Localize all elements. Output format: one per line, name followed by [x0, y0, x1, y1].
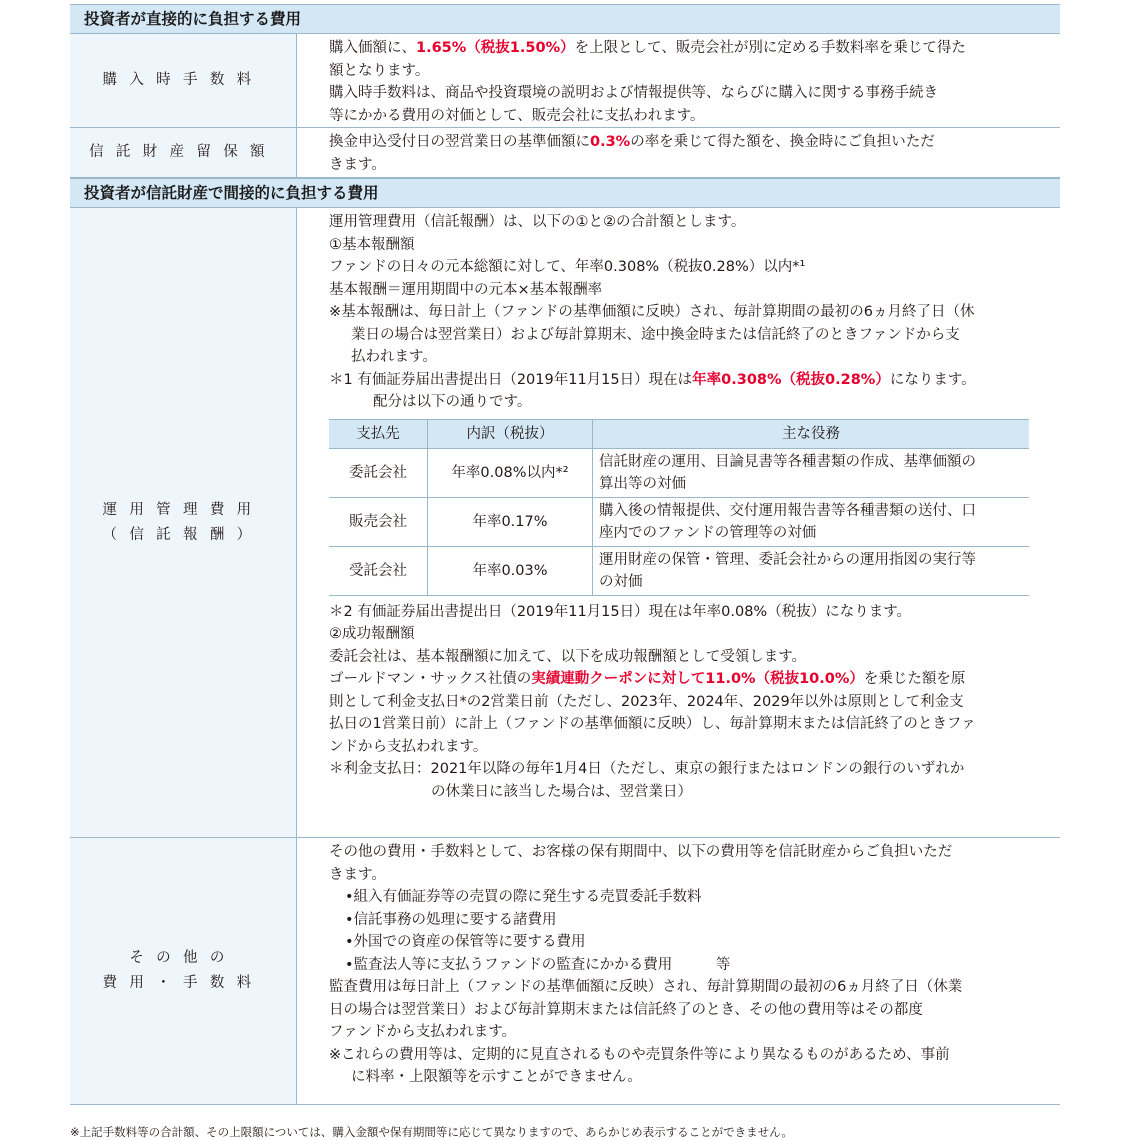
row-trust-reserve: [70, 128, 1060, 178]
table-cell: 委託会社: [329, 448, 428, 497]
note-line: 払われます。: [351, 349, 437, 365]
section-heading-indirect-fees: 投資者が信託財産で間接的に負担する費用: [70, 178, 1060, 208]
text-line: ファンドの日々の元本総額に対して、年率0.308%（税抜0.28%）以内*¹: [329, 259, 806, 275]
list-item: •組入有価証券等の売買の際に発生する売買委託手数料: [345, 889, 702, 905]
text-line: 等にかかる費用の対価として、販売会社に支払われます。: [329, 107, 705, 124]
note-line: ＊利金支払日：2021年以降の毎年1月4日（ただし、東京の銀行またはロンドンの銀行のいずれか: [329, 761, 965, 777]
row-label-trust-reserve: [70, 128, 297, 177]
table-header: 内訳（税抜）: [428, 419, 593, 448]
label-text: 信託財産留保額: [89, 144, 277, 160]
text-line: 則として利金支払日*の2営業日前（ただし、2023年、2024年、2029年以外は原則として利金支: [329, 693, 964, 710]
note-line: ※これらの費用等は、定期的に見直されるものや売買条件等により異なるものがあるため、事前: [329, 1046, 950, 1063]
text-line: 換金申込受付日の翌営業日の基準価額に0.3%の率を乗じて得た額を、換金時にご負担いただ: [329, 134, 935, 150]
label-text: （信託報酬）: [102, 526, 264, 543]
row-management-fee: [70, 208, 1060, 838]
row-label-other-fees: [70, 838, 297, 1104]
highlight-rate: 年率0.308%（税抜0.28%）: [692, 371, 890, 388]
footnote: ※上記手数料等の合計額、その上限額については、購入金額や保有期間等に応じて異なりますので、あらかじめ表示することができません。: [70, 1125, 793, 1139]
subheading: ①基本報酬額: [329, 236, 415, 253]
note-line: の休業日に該当した場合は、翌営業日）: [431, 783, 692, 800]
text-line: 日の場合は翌営業日）および毎計算期末または信託終了のとき、その他の費用等はその都度: [329, 1001, 923, 1018]
table-header-row: [329, 419, 1029, 448]
table-cell: 購入後の情報提供、交付運用報告書等各種書類の送付、口 座内でのファンドの管理等の対価: [593, 497, 1030, 546]
row-label-purchase-fee: [70, 34, 297, 127]
row-other-fees: [70, 838, 1060, 1105]
row-label-management-fee: [70, 208, 297, 837]
table-cell: 受託会社: [329, 546, 428, 595]
list-item: •信託事務の処理に要する諸費用: [345, 911, 557, 928]
table-cell: 運用財産の保管・管理、委託会社からの運用指図の実行等 の対価: [593, 546, 1030, 595]
note-line: ＊2 有価証券届出書提出日（2019年11月15日）現在は年率0.08%（税抜）になります。: [329, 603, 912, 620]
highlight-rate: 0.3%: [590, 134, 631, 150]
table-cell: 年率0.08%以内*²: [428, 448, 593, 497]
table-header: 支払先: [329, 419, 428, 448]
row-body-management-fee: [297, 208, 1060, 837]
row-body-purchase-fee: [297, 34, 1060, 127]
note-line: に料率・上限額等を示すことができません。: [351, 1069, 642, 1085]
text-line: 額となります。: [329, 62, 430, 79]
table-row: [329, 546, 1029, 595]
table-cell: 信託財産の運用、目論見書等各種書類の作成、基準価額の 算出等の対価: [593, 448, 1030, 497]
text-line: 運用管理費用（信託報酬）は、以下の①と②の合計額とします。: [329, 214, 746, 230]
text-line: 購入時手数料は、商品や投資環境の説明および情報提供等、ならびに購入に関する事務手続き: [329, 85, 938, 101]
label-text: 購入時手数料: [102, 72, 264, 88]
highlight-rate: 1.65%（税抜1.50%）: [416, 40, 575, 56]
table-cell: 販売会社: [329, 497, 428, 546]
table-cell: 年率0.03%: [428, 546, 593, 595]
label-text: 運用管理費用: [102, 501, 264, 518]
list-item: •外国での資産の保管等に要する費用: [345, 934, 586, 950]
text-line: 委託会社は、基本報酬額に加えて、以下を成功報酬額として受領します。: [329, 648, 807, 665]
section-heading-direct-fees: 投資者が直接的に負担する費用: [70, 4, 1060, 34]
text-line: 監査費用は毎日計上（ファンドの基準価額に反映）され、毎計算期間の最初の6ヵ月終了日（休業: [329, 979, 963, 995]
text-line: きます。: [329, 866, 386, 883]
note-line: 業日の場合は翌営業日）および毎計算期末、途中換金時または信託終了のときファンドから支: [351, 326, 960, 343]
text-line: 基本報酬＝運用期間中の元本×基本報酬率: [329, 281, 603, 298]
label-text: その他の: [129, 950, 237, 966]
allocation-table: [329, 419, 1029, 596]
text-line: 払日の1営業日前）に計上（ファンドの基準価額に反映）し、毎計算期末または信託終了のときファ: [329, 716, 976, 732]
row-body-other-fees: [297, 838, 1060, 1104]
text-line: その他の費用・手数料として、お客様の保有期間中、以下の費用等を信託財産からご負担いただ: [329, 844, 953, 860]
table-row: [329, 497, 1029, 546]
text-line: 購入価額に、1.65%（税抜1.50%）を上限として、販売会社が別に定める手数料率を乗じて得た: [329, 40, 966, 56]
note-line: ＊1 有価証券届出書提出日（2019年11月15日）現在は年率0.308%（税抜0.28%）になります。: [329, 371, 976, 388]
text-line: ファンドから支払われます。: [329, 1024, 517, 1040]
note-line: 配分は以下の通りです。: [373, 394, 532, 410]
label-text: 費用・手数料: [102, 975, 264, 991]
table-cell: 年率0.17%: [428, 497, 593, 546]
row-body-trust-reserve: [297, 128, 1060, 177]
list-item: •監査法人等に支払うファンドの監査にかかる費用 等: [345, 956, 731, 973]
fee-table: [70, 4, 1060, 1105]
table-row: [329, 448, 1029, 497]
text-line: ンドから支払われます。: [329, 738, 488, 755]
highlight-rate: 実績連動クーポンに対して11.0%（税抜10.0%）: [531, 671, 864, 687]
note-line: ※基本報酬は、毎日計上（ファンドの基準価額に反映）され、毎計算期間の最初の6ヵ月終了日（休: [329, 304, 975, 320]
text-line: ゴールドマン・サックス社債の実績連動クーポンに対して11.0%（税抜10.0%）を乗じた額を原: [329, 671, 966, 687]
text-line: きます。: [329, 156, 386, 173]
subheading: ②成功報酬額: [329, 626, 415, 642]
table-header: 主な役務: [593, 419, 1030, 448]
row-purchase-fee: [70, 34, 1060, 128]
